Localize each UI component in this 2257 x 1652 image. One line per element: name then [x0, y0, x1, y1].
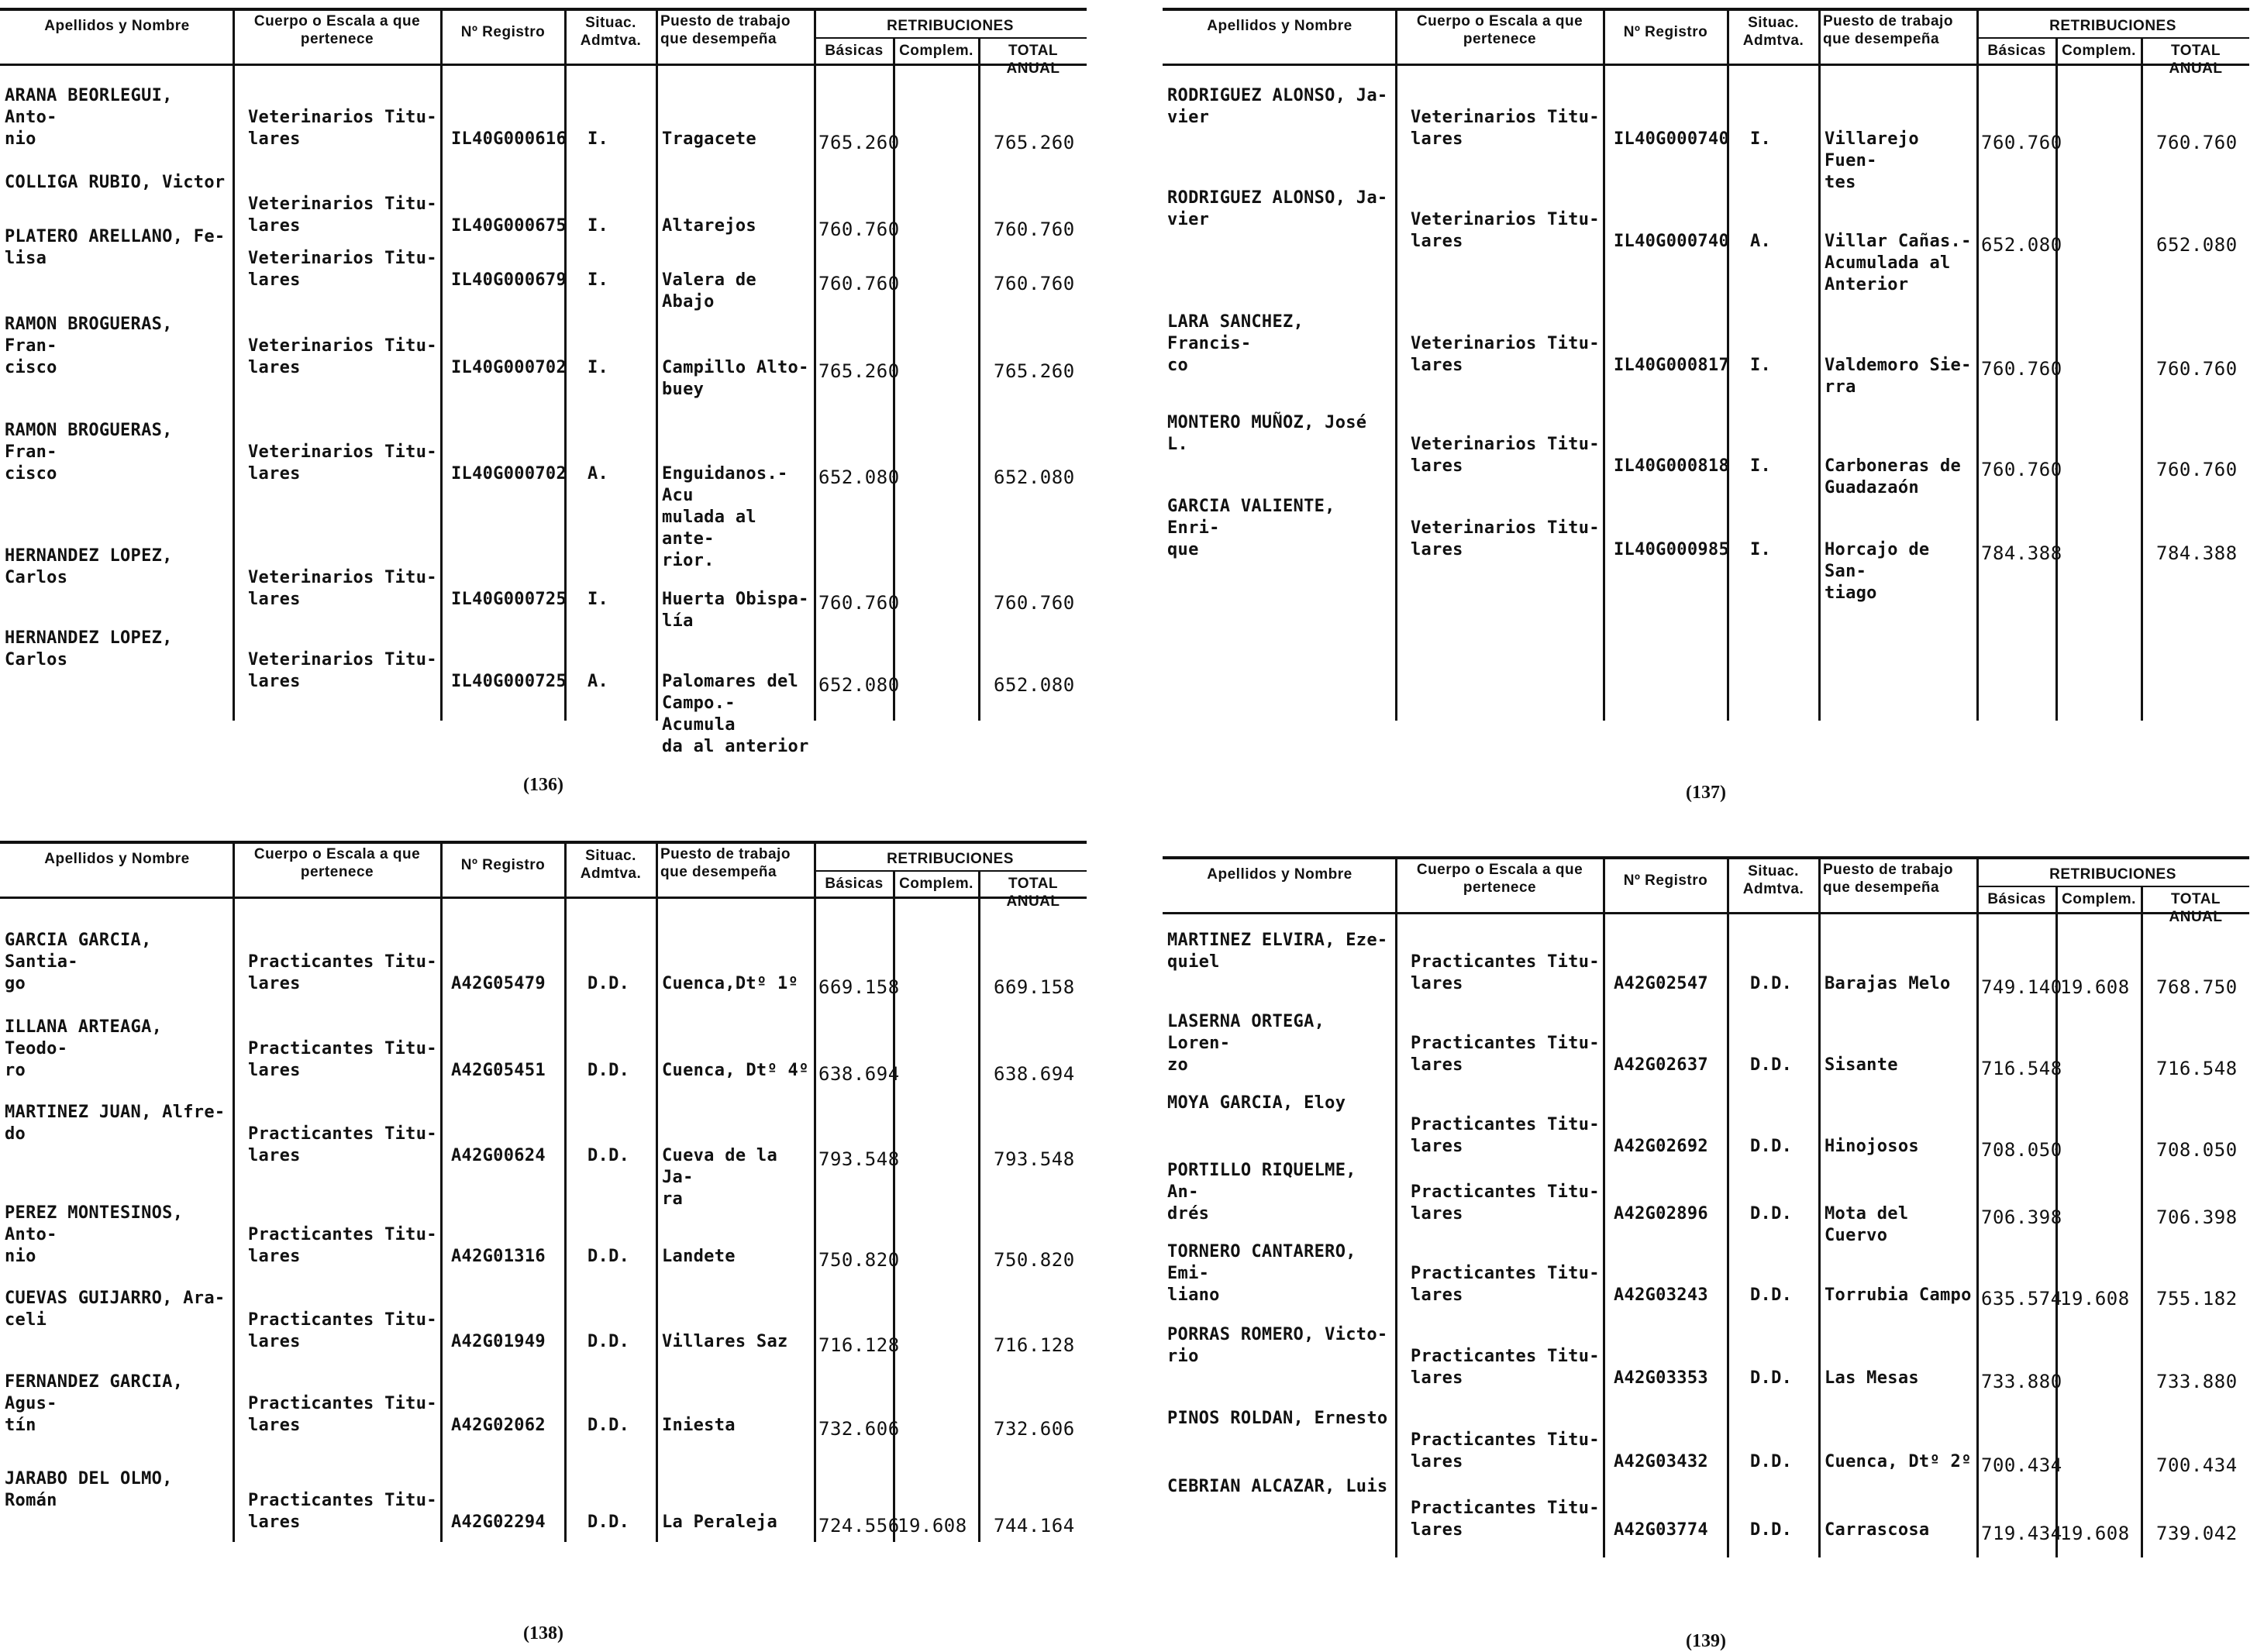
table-row: [0, 930, 1087, 1007]
cell-situac: A.: [588, 464, 609, 484]
cell-registro: A42G03243: [1614, 1285, 1708, 1305]
cell-name: RAMON BROGUERAS, Fran- cisco: [5, 421, 173, 484]
cell-basicas: 765.260: [818, 360, 900, 382]
cell-name: ARANA BEORLEGUI, Anto- nio: [5, 86, 173, 149]
cell-situac: I.: [1750, 456, 1772, 476]
cell-total: 669.158: [994, 976, 1075, 998]
cell-registro: A42G00624: [451, 1146, 546, 1165]
cell-total: 765.260: [994, 360, 1075, 382]
cell-registro: IL40G000740: [1614, 232, 1729, 251]
cell-total: 760.760: [994, 273, 1075, 294]
table-rule: [0, 897, 1087, 899]
cell-cuerpo: Veterinarios Titu- lares: [1411, 210, 1600, 251]
header-retribuciones: RETRIBUCIONES: [2049, 18, 2176, 34]
table-row: [1163, 85, 2249, 192]
cell-registro: A42G02637: [1614, 1055, 1708, 1075]
cell-basicas: 749.140: [1981, 976, 2062, 998]
cell-total: 716.548: [2156, 1058, 2238, 1079]
table-row: [1163, 1160, 2249, 1245]
cell-situac: I.: [588, 216, 609, 236]
cell-registro: A42G02294: [451, 1513, 546, 1532]
cell-name: RAMON BROGUERAS, Fran- cisco: [5, 315, 173, 377]
table-panel: [0, 841, 1093, 1542]
cell-name: GARCIA VALIENTE, Enri- que: [1167, 497, 1335, 559]
cell-total: 755.182: [2156, 1288, 2238, 1310]
cell-basicas: 733.880: [1981, 1371, 2062, 1392]
cell-situac: D.D.: [1750, 974, 1793, 993]
table-row: [1163, 496, 2249, 603]
cell-total: 652.080: [994, 674, 1075, 696]
cell-puesto: Iniesta: [662, 1416, 736, 1435]
header-registro: Nº Registro: [1623, 872, 1708, 889]
cell-total: 652.080: [994, 466, 1075, 488]
cell-total: 793.548: [994, 1148, 1075, 1170]
table-row: [1163, 1093, 2249, 1170]
cell-registro: IL40G000725: [451, 672, 567, 691]
cell-basicas: 760.760: [1981, 358, 2062, 380]
cell-cuerpo: Veterinarios Titu- lares: [248, 568, 437, 609]
cell-registro: A42G01949: [451, 1332, 546, 1351]
cell-name: LASERNA ORTEGA, Loren- zo: [1167, 1012, 1325, 1075]
cell-basicas: 784.388: [1981, 542, 2062, 564]
cell-basicas: 760.760: [818, 219, 900, 240]
header-complem: Complem.: [2062, 43, 2136, 59]
cell-puesto: Villares Saz: [662, 1332, 788, 1351]
cell-name: FERNANDEZ GARCIA, Agus- tín: [5, 1372, 184, 1435]
cell-registro: A42G05479: [451, 974, 546, 993]
cell-registro: IL40G000679: [451, 270, 567, 290]
cell-puesto: Enguidanos.-Acu mulada al ante- rior.: [662, 464, 788, 570]
table-rule: [1163, 64, 2249, 66]
cell-total: 638.694: [994, 1063, 1075, 1085]
cell-situac: I.: [588, 270, 609, 290]
cell-puesto: Las Mesas: [1825, 1368, 1919, 1388]
cell-registro: IL40G000725: [451, 590, 567, 609]
cell-basicas: 669.158: [818, 976, 900, 998]
cell-registro: IL40G000675: [451, 216, 567, 236]
cell-complem: 19.608: [2060, 1523, 2130, 1544]
cell-situac: A.: [1750, 232, 1772, 251]
cell-name: PLATERO ARELLANO, Fe- lisa: [5, 227, 226, 268]
cell-situac: I.: [1750, 540, 1772, 559]
cell-total: 750.820: [994, 1249, 1075, 1271]
retribuciones-rule: [1976, 886, 2249, 887]
cell-basicas: 760.760: [818, 273, 900, 294]
cell-basicas: 760.760: [1981, 132, 2062, 153]
header-cuerpo: Cuerpo o Escala a que pertenece: [1416, 13, 1583, 47]
cell-name: TORNERO CANTARERO, Emi- liano: [1167, 1242, 1356, 1305]
cell-total: 765.260: [994, 132, 1075, 153]
cell-situac: D.D.: [588, 1513, 630, 1532]
cell-cuerpo: Veterinarios Titu- lares: [1411, 435, 1600, 476]
cell-cuerpo: Practicantes Titu- lares: [1411, 1347, 1600, 1388]
cell-registro: A42G03432: [1614, 1452, 1708, 1471]
cell-basicas: 635.574: [1981, 1288, 2062, 1310]
header-situac: Situac. Admtva.: [580, 848, 642, 882]
cell-basicas: 652.080: [818, 466, 900, 488]
cell-situac: D.D.: [588, 1146, 630, 1165]
cell-puesto: Tragacete: [662, 129, 756, 149]
cell-registro: IL40G000985: [1614, 540, 1729, 559]
cell-name: GARCIA GARCIA, Santia- go: [5, 931, 152, 993]
cell-name: MOYA GARCIA, Eloy: [1167, 1093, 1346, 1113]
header-complem: Complem.: [899, 43, 973, 59]
cell-total: 716.128: [994, 1334, 1075, 1356]
cell-cuerpo: Practicantes Titu- lares: [248, 1225, 437, 1266]
cell-puesto: Altarejos: [662, 216, 756, 236]
header-complem: Complem.: [2062, 891, 2136, 907]
cell-complem: 19.608: [2060, 976, 2130, 998]
cell-situac: D.D.: [1750, 1285, 1793, 1305]
cell-name: HERNANDEZ LOPEZ, Carlos: [5, 628, 173, 669]
cell-situac: D.D.: [588, 1061, 630, 1080]
cell-name: RODRIGUEZ ALONSO, Ja- vier: [1167, 86, 1388, 127]
page-number: (136): [523, 775, 563, 795]
header-basicas: Básicas: [825, 876, 884, 892]
cell-total: 706.398: [2156, 1206, 2238, 1228]
cell-basicas: 700.434: [1981, 1454, 2062, 1476]
cell-registro: IL40G000818: [1614, 456, 1729, 476]
table-panel: [1163, 8, 2255, 721]
header-name: Apellidos y Nombre: [1207, 18, 1352, 34]
cell-puesto: Mota del Cuervo: [1825, 1204, 1909, 1245]
cell-name: CEBRIAN ALCAZAR, Luis: [1167, 1477, 1388, 1496]
cell-registro: IL40G000740: [1614, 129, 1729, 149]
page-number: (137): [1686, 783, 1726, 803]
table-row: [0, 628, 1087, 756]
header-cuerpo: Cuerpo o Escala a que pertenece: [1416, 862, 1583, 896]
table-rule: [1163, 856, 2249, 859]
cell-complem: 19.608: [2060, 1288, 2130, 1310]
cell-name: PORRAS ROMERO, Victo- rio: [1167, 1325, 1388, 1366]
table-rule: [0, 8, 1087, 11]
cell-puesto: Valdemoro Sie- rra: [1825, 356, 1972, 397]
cell-situac: I.: [588, 590, 609, 609]
header-total: TOTAL ANUAL: [1006, 43, 1060, 77]
cell-puesto: Villarejo Fuen- tes: [1825, 129, 1919, 192]
cell-puesto: Cuenca, Dtº 4º: [662, 1061, 809, 1080]
cell-registro: IL40G000702: [451, 358, 567, 377]
cell-total: 768.750: [2156, 976, 2238, 998]
cell-name: MONTERO MUÑOZ, José L.: [1167, 413, 1367, 454]
cell-cuerpo: Practicantes Titu- lares: [1411, 952, 1600, 993]
cell-complem: 19.608: [898, 1515, 967, 1537]
page-number: (138): [523, 1623, 563, 1643]
cell-registro: A42G03353: [1614, 1368, 1708, 1388]
cell-basicas: 638.694: [818, 1063, 900, 1085]
cell-situac: A.: [588, 672, 609, 691]
header-retribuciones: RETRIBUCIONES: [887, 18, 1014, 34]
table-row: [0, 226, 1087, 311]
cell-puesto: Sisante: [1825, 1055, 1898, 1075]
cell-total: 739.042: [2156, 1523, 2238, 1544]
cell-puesto: Landete: [662, 1247, 736, 1266]
retribuciones-rule: [814, 870, 1087, 872]
cell-cuerpo: Practicantes Titu- lares: [248, 1124, 437, 1165]
cell-situac: D.D.: [588, 1247, 630, 1266]
cell-name: PEREZ MONTESINOS, Anto- nio: [5, 1203, 184, 1266]
cell-puesto: Valera de Abajo: [662, 270, 756, 311]
table-row: [0, 314, 1087, 399]
cell-registro: A42G02547: [1614, 974, 1708, 993]
cell-basicas: 716.128: [818, 1334, 900, 1356]
cell-cuerpo: Practicantes Titu- lares: [1411, 1430, 1600, 1471]
header-name: Apellidos y Nombre: [44, 851, 190, 867]
cell-situac: I.: [588, 129, 609, 149]
cell-cuerpo: Practicantes Titu- lares: [1411, 1264, 1600, 1305]
table-row: [1163, 188, 2249, 294]
table-rule: [0, 64, 1087, 66]
cell-situac: D.D.: [588, 1416, 630, 1435]
table-row: [0, 1468, 1087, 1546]
cell-puesto: Torrubia Campo: [1825, 1285, 1972, 1305]
cell-cuerpo: Practicantes Titu- lares: [248, 952, 437, 993]
cell-puesto: Hinojosos: [1825, 1137, 1919, 1156]
cell-situac: D.D.: [1750, 1137, 1793, 1156]
cell-name: RODRIGUEZ ALONSO, Ja- vier: [1167, 188, 1388, 229]
cell-name: CUEVAS GUIJARRO, Ara- celi: [5, 1289, 226, 1330]
cell-puesto: Cuenca, Dtº 2º: [1825, 1452, 1972, 1471]
cell-situac: I.: [588, 358, 609, 377]
table-row: [1163, 1324, 2249, 1402]
cell-cuerpo: Veterinarios Titu- lares: [1411, 518, 1600, 559]
cell-puesto: Huerta Obispa- lía: [662, 590, 809, 631]
header-retribuciones: RETRIBUCIONES: [2049, 866, 2176, 883]
table-row: [1163, 1011, 2249, 1089]
cell-basicas: 708.050: [1981, 1139, 2062, 1161]
header-puesto: Puesto de trabajo que desempeña: [660, 13, 791, 47]
header-cuerpo: Cuerpo o Escala a que pertenece: [253, 846, 421, 880]
cell-cuerpo: Practicantes Titu- lares: [1411, 1182, 1600, 1224]
cell-basicas: 716.548: [1981, 1058, 2062, 1079]
cell-name: COLLIGA RUBIO, Victor: [5, 173, 226, 192]
cell-total: 760.760: [994, 592, 1075, 614]
cell-total: 760.760: [2156, 358, 2238, 380]
header-registro: Nº Registro: [1623, 24, 1708, 40]
cell-registro: A42G05451: [451, 1061, 546, 1080]
cell-registro: IL40G000616: [451, 129, 567, 149]
cell-cuerpo: Practicantes Titu- lares: [1411, 1499, 1600, 1540]
header-total: TOTAL ANUAL: [1006, 876, 1060, 910]
cell-total: 708.050: [2156, 1139, 2238, 1161]
cell-basicas: 719.434: [1981, 1523, 2062, 1544]
cell-cuerpo: Practicantes Titu- lares: [248, 1394, 437, 1435]
cell-basicas: 732.606: [818, 1418, 900, 1440]
cell-total: 760.760: [2156, 459, 2238, 480]
header-puesto: Puesto de trabajo que desempeña: [660, 846, 791, 880]
cell-registro: A42G01316: [451, 1247, 546, 1266]
cell-situac: D.D.: [1750, 1368, 1793, 1388]
header-total: TOTAL ANUAL: [2169, 891, 2223, 925]
cell-basicas: 760.760: [1981, 459, 2062, 480]
cell-puesto: Villar Cañas.- Acumulada al Anterior: [1825, 232, 1972, 294]
page-number: (139): [1686, 1631, 1726, 1651]
cell-total: 652.080: [2156, 234, 2238, 256]
cell-situac: I.: [1750, 356, 1772, 375]
header-situac: Situac. Admtva.: [580, 15, 642, 49]
cell-cuerpo: Practicantes Titu- lares: [248, 1310, 437, 1351]
cell-cuerpo: Veterinarios Titu- lares: [248, 442, 437, 484]
table-row: [1163, 1408, 2249, 1485]
cell-registro: A42G03774: [1614, 1520, 1708, 1540]
cell-total: 744.164: [994, 1515, 1075, 1537]
cell-registro: A42G02062: [451, 1416, 546, 1435]
cell-total: 733.880: [2156, 1371, 2238, 1392]
header-complem: Complem.: [899, 876, 973, 892]
table-row: [1163, 1241, 2249, 1319]
table-row: [0, 1203, 1087, 1280]
header-basicas: Básicas: [1987, 43, 2046, 59]
cell-name: PINOS ROLDAN, Ernesto: [1167, 1409, 1388, 1428]
cell-cuerpo: Practicantes Titu- lares: [1411, 1034, 1600, 1075]
cell-cuerpo: Veterinarios Titu- lares: [248, 108, 437, 149]
cell-cuerpo: Practicantes Titu- lares: [1411, 1115, 1600, 1156]
header-situac: Situac. Admtva.: [1742, 15, 1804, 49]
header-puesto: Puesto de trabajo que desempeña: [1823, 13, 1953, 47]
cell-cuerpo: Veterinarios Titu- lares: [1411, 108, 1600, 149]
cell-puesto: La Peraleja: [662, 1513, 777, 1532]
header-total: TOTAL ANUAL: [2169, 43, 2223, 77]
cell-puesto: Barajas Melo: [1825, 974, 1951, 993]
table-row: [0, 85, 1087, 163]
cell-total: 784.388: [2156, 542, 2238, 564]
cell-situac: D.D.: [1750, 1452, 1793, 1471]
table-row: [1163, 412, 2249, 497]
header-cuerpo: Cuerpo o Escala a que pertenece: [253, 13, 421, 47]
cell-name: JARABO DEL OLMO, Román: [5, 1469, 173, 1510]
cell-cuerpo: Veterinarios Titu- lares: [1411, 334, 1600, 375]
header-name: Apellidos y Nombre: [44, 18, 190, 34]
retribuciones-rule: [814, 37, 1087, 39]
table-row: [1163, 311, 2249, 397]
cell-total: 760.760: [2156, 132, 2238, 153]
cell-basicas: 765.260: [818, 132, 900, 153]
table-rule: [1163, 8, 2249, 11]
table-row: [0, 1372, 1087, 1449]
table-rule: [0, 841, 1087, 844]
cell-situac: D.D.: [1750, 1204, 1793, 1224]
cell-cuerpo: Veterinarios Titu- lares: [248, 336, 437, 377]
cell-name: LARA SANCHEZ, Francis- co: [1167, 312, 1304, 375]
cell-registro: A42G02692: [1614, 1137, 1708, 1156]
cell-situac: D.D.: [1750, 1520, 1793, 1540]
cell-puesto: Palomares del Campo.- Acumula da al anterior: [662, 672, 809, 756]
header-name: Apellidos y Nombre: [1207, 866, 1352, 883]
header-retribuciones: RETRIBUCIONES: [887, 851, 1014, 867]
cell-puesto: Cueva de la Ja- ra: [662, 1146, 777, 1209]
table-rule: [1163, 912, 2249, 914]
cell-total: 700.434: [2156, 1454, 2238, 1476]
header-registro: Nº Registro: [460, 24, 546, 40]
table-row: [0, 1288, 1087, 1365]
table-row: [1163, 930, 2249, 1007]
cell-basicas: 724.556: [818, 1515, 900, 1537]
table-row: [0, 1017, 1087, 1094]
cell-total: 760.760: [994, 219, 1075, 240]
table-row: [0, 1102, 1087, 1209]
cell-puesto: Carboneras de Guadazaón: [1825, 456, 1962, 497]
table-panel: [0, 8, 1093, 756]
cell-registro: A42G02896: [1614, 1204, 1708, 1224]
cell-total: 732.606: [994, 1418, 1075, 1440]
cell-situac: D.D.: [588, 1332, 630, 1351]
cell-puesto: Horcajo de San- tiago: [1825, 540, 1930, 603]
cell-name: HERNANDEZ LOPEZ, Carlos: [5, 546, 173, 587]
cell-cuerpo: Practicantes Titu- lares: [248, 1491, 437, 1532]
table-row: [0, 546, 1087, 631]
table-panel: [1163, 856, 2255, 1557]
cell-cuerpo: Veterinarios Titu- lares: [248, 650, 437, 691]
cell-situac: D.D.: [1750, 1055, 1793, 1075]
cell-basicas: 706.398: [1981, 1206, 2062, 1228]
cell-basicas: 750.820: [818, 1249, 900, 1271]
cell-situac: D.D.: [588, 974, 630, 993]
table-row: [1163, 1476, 2249, 1554]
header-situac: Situac. Admtva.: [1742, 863, 1804, 897]
cell-basicas: 652.080: [1981, 234, 2062, 256]
cell-registro: IL40G000702: [451, 464, 567, 484]
cell-name: ILLANA ARTEAGA, Teodo- ro: [5, 1017, 163, 1080]
cell-situac: I.: [1750, 129, 1772, 149]
cell-registro: IL40G000817: [1614, 356, 1729, 375]
retribuciones-rule: [1976, 37, 2249, 39]
cell-puesto: Carrascosa: [1825, 1520, 1930, 1540]
cell-cuerpo: Veterinarios Titu- lares: [248, 194, 437, 236]
header-basicas: Básicas: [1987, 891, 2046, 907]
cell-basicas: 793.548: [818, 1148, 900, 1170]
cell-cuerpo: Practicantes Titu- lares: [248, 1039, 437, 1080]
cell-name: MARTINEZ JUAN, Alfre- do: [5, 1103, 226, 1144]
header-basicas: Básicas: [825, 43, 884, 59]
cell-puesto: Cuenca,Dtº 1º: [662, 974, 799, 993]
cell-name: MARTINEZ ELVIRA, Eze- quiel: [1167, 931, 1388, 972]
header-puesto: Puesto de trabajo que desempeña: [1823, 862, 1953, 896]
cell-puesto: Campillo Alto- buey: [662, 358, 809, 399]
cell-name: PORTILLO RIQUELME, An- drés: [1167, 1161, 1356, 1224]
cell-basicas: 652.080: [818, 674, 900, 696]
header-registro: Nº Registro: [460, 857, 546, 873]
cell-cuerpo: Veterinarios Titu- lares: [248, 249, 437, 290]
cell-basicas: 760.760: [818, 592, 900, 614]
